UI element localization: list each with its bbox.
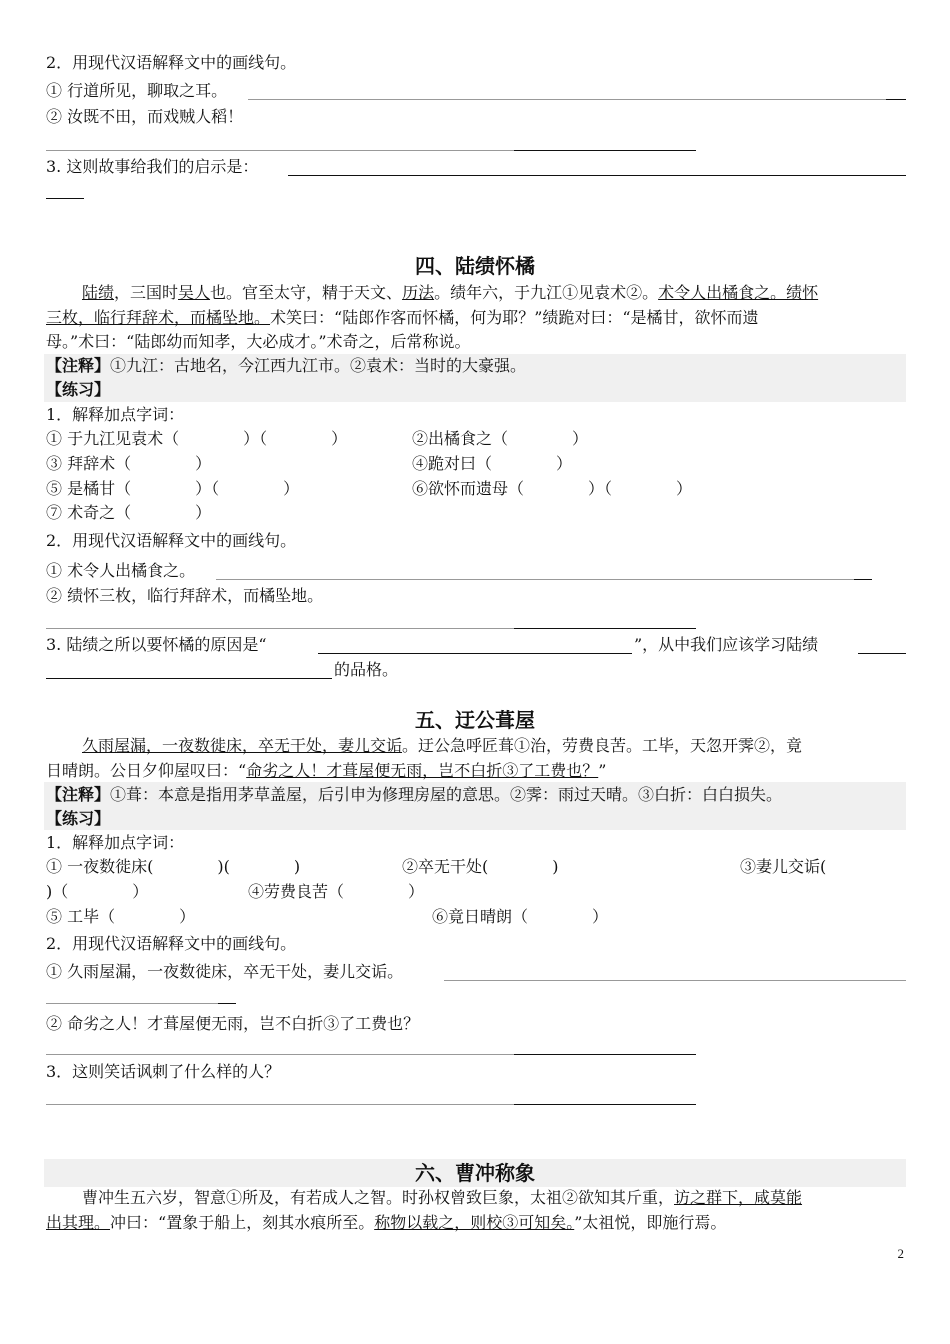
answer-line[interactable] bbox=[514, 1054, 696, 1055]
top-sentence-2: ② 汝既不田，而戏贼人稻！ bbox=[46, 107, 244, 126]
answer-line[interactable] bbox=[858, 653, 906, 654]
item-1[interactable]: ① 一夜数徙床( )( ) bbox=[46, 857, 301, 876]
answer-line[interactable] bbox=[46, 1003, 218, 1004]
item-3-cont[interactable]: )（ ） bbox=[46, 882, 149, 901]
item-7[interactable]: ⑦ 术奇之（ ） bbox=[46, 503, 212, 522]
item-4[interactable]: ④跪对曰（ ） bbox=[412, 454, 573, 473]
answer-line[interactable] bbox=[288, 175, 906, 176]
answer-line[interactable] bbox=[514, 150, 696, 151]
answer-line[interactable] bbox=[46, 628, 514, 629]
question-3-end: 的品格。 bbox=[334, 660, 399, 679]
answer-line[interactable] bbox=[444, 980, 906, 981]
sentence-2: ② 绩怀三枚，临行拜辞术，而橘坠地。 bbox=[46, 586, 324, 605]
item-2[interactable]: ②卒无干处( ) bbox=[402, 857, 559, 876]
answer-line[interactable] bbox=[218, 1003, 236, 1004]
question-3: 3. 陆绩之所以要怀橘的原因是“ bbox=[46, 635, 267, 654]
question-1: 1．解释加点字词： bbox=[46, 833, 185, 852]
question-1: 1．解释加点字词： bbox=[46, 405, 185, 424]
answer-line[interactable] bbox=[854, 579, 872, 580]
answer-line[interactable] bbox=[46, 678, 332, 679]
top-sentence-1: ① 行道所见，聊取之耳。 bbox=[46, 81, 228, 100]
passage-line: 母。”术曰：“陆郎幼而知孝，大必成才。”术奇之，后常称说。 bbox=[46, 332, 471, 351]
question-3: 3．这则笑话讽刺了什么样的人？ bbox=[46, 1062, 281, 1081]
page-number: 2 bbox=[897, 1246, 904, 1261]
passage-line: 曹冲生五六岁，智意①所及，有若成人之智。时孙权曾致巨象，太祖②欲知其斤重，访之群下，咸莫能 bbox=[82, 1188, 803, 1207]
item-2[interactable]: ②出橘食之（ ） bbox=[412, 429, 589, 448]
question-2: 2．用现代汉语解释文中的画线句。 bbox=[46, 531, 297, 550]
item-6[interactable]: ⑥竟日晴朗（ ） bbox=[432, 907, 609, 926]
passage-line: 久雨屋漏，一夜数徙床，卒无干处，妻儿交诟。迂公急呼匠葺①治，劳费良苦。工毕，天忽开霁②，竟 bbox=[82, 736, 803, 755]
answer-line[interactable] bbox=[46, 1054, 514, 1055]
sentence-1: ① 久雨屋漏，一夜数徙床，卒无干处，妻儿交诟。 bbox=[46, 962, 404, 981]
passage-line: 出其理。冲曰：“置象于船上，刻其水痕所至。称物以载之，则校③可知矣。”太祖悦，即施行焉。 bbox=[46, 1213, 727, 1232]
notes: 【注释】①葺：本意是指用茅草盖屋，后引申为修理房屋的意思。②霁：雨过天晴。③白折：白白损失。 bbox=[46, 785, 783, 804]
item-6[interactable]: ⑥欲怀而遗母（ ）（ ） bbox=[412, 479, 693, 498]
notes: 【注释】①九江：古地名，今江西九江市。②袁术：当时的大豪强。 bbox=[46, 356, 527, 375]
item-5[interactable]: ⑤ 是橘甘（ ）（ ） bbox=[46, 479, 300, 498]
passage-line: 三枚，临行拜辞术，而橘坠地。术笑曰：“陆郎作客而怀橘，何为耶？”绩跪对曰：“是橘甘，欲怀而遗 bbox=[46, 308, 759, 327]
answer-line[interactable] bbox=[514, 1104, 696, 1105]
passage-line: 日晴朗。公日夕仰屋叹曰：“命劣之人！才葺屋便无雨，岂不白折③了工费也？” bbox=[46, 761, 607, 780]
passage-line: 陆绩，三国时吴人也。官至太守，精于天文、历法。绩年六，于九江①见袁术②。术令人出橘食之。绩怀 bbox=[82, 283, 819, 302]
item-1[interactable]: ① 于九江见袁术（ ）（ ） bbox=[46, 429, 348, 448]
top-q2: 2．用现代汉语解释文中的画线句。 bbox=[46, 53, 297, 72]
item-4[interactable]: ④劳费良苦（ ） bbox=[248, 882, 425, 901]
top-q3: 3. 这则故事给我们的启示是： bbox=[46, 157, 259, 176]
section-title: 四、陆绩怀橘 bbox=[415, 254, 535, 278]
answer-line[interactable] bbox=[46, 150, 514, 151]
answer-line[interactable] bbox=[46, 1104, 514, 1105]
question-3-cont: ”，从中我们应该学习陆绩 bbox=[634, 635, 819, 654]
sentence-2: ② 命劣之人！才葺屋便无雨，岂不白折③了工费也？ bbox=[46, 1014, 420, 1033]
sentence-1: ① 术令人出橘食之。 bbox=[46, 561, 196, 580]
item-3[interactable]: ③ 拜辞术（ ） bbox=[46, 454, 212, 473]
question-2: 2．用现代汉语解释文中的画线句。 bbox=[46, 934, 297, 953]
answer-line[interactable] bbox=[248, 99, 888, 100]
answer-line[interactable] bbox=[514, 628, 696, 629]
answer-line[interactable] bbox=[216, 579, 856, 580]
answer-line[interactable] bbox=[886, 99, 906, 100]
section-title: 六、曹冲称象 bbox=[415, 1161, 535, 1185]
item-3[interactable]: ③妻儿交诟( bbox=[740, 857, 827, 876]
answer-line[interactable] bbox=[46, 198, 84, 199]
item-5[interactable]: ⑤ 工毕（ ） bbox=[46, 907, 196, 926]
section-title: 五、迂公葺屋 bbox=[415, 708, 535, 732]
exercise-label: 【练习】 bbox=[46, 809, 111, 828]
exercise-label: 【练习】 bbox=[46, 380, 111, 399]
answer-line[interactable] bbox=[318, 653, 632, 654]
